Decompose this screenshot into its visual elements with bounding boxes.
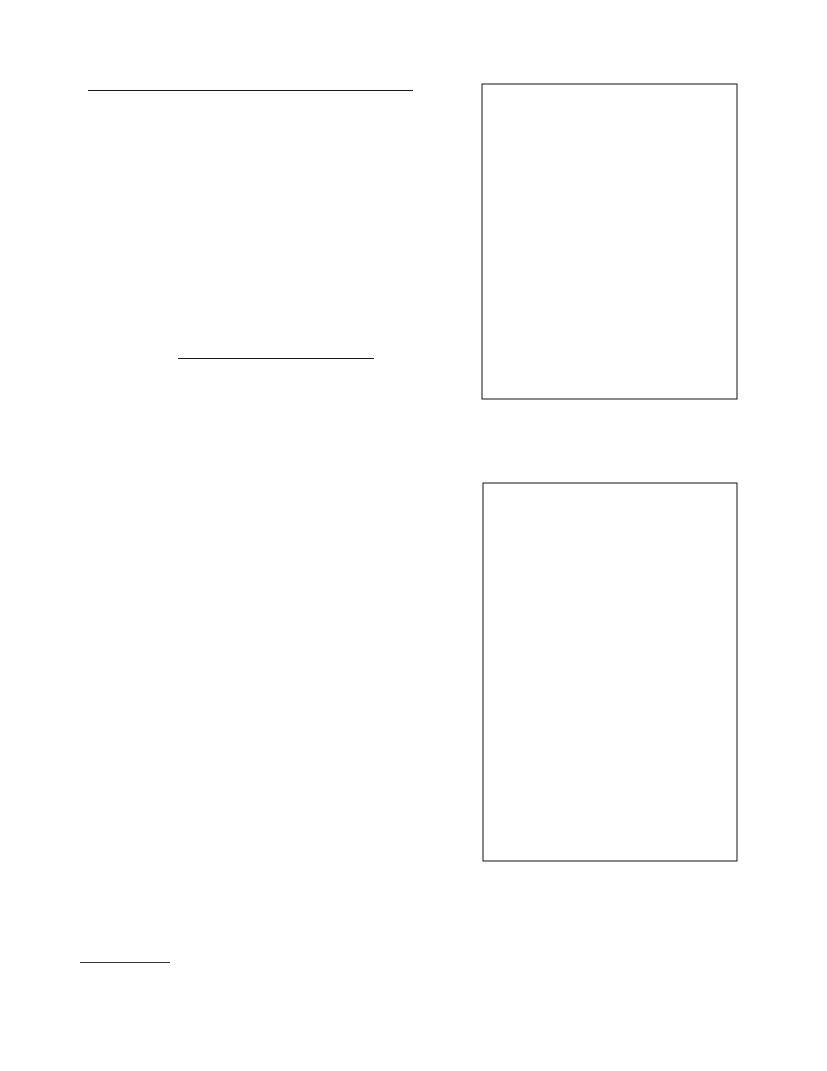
plot-frame <box>483 483 737 861</box>
plot-frame <box>482 84 737 399</box>
fraction-line <box>88 90 413 91</box>
figure-4-fall-off-curves <box>425 478 755 888</box>
journal-header <box>741 28 749 44</box>
footnote-rule <box>80 962 170 963</box>
references <box>80 968 413 969</box>
fraction-line <box>178 358 374 359</box>
figure-3-arrhenius-plot <box>425 60 755 445</box>
